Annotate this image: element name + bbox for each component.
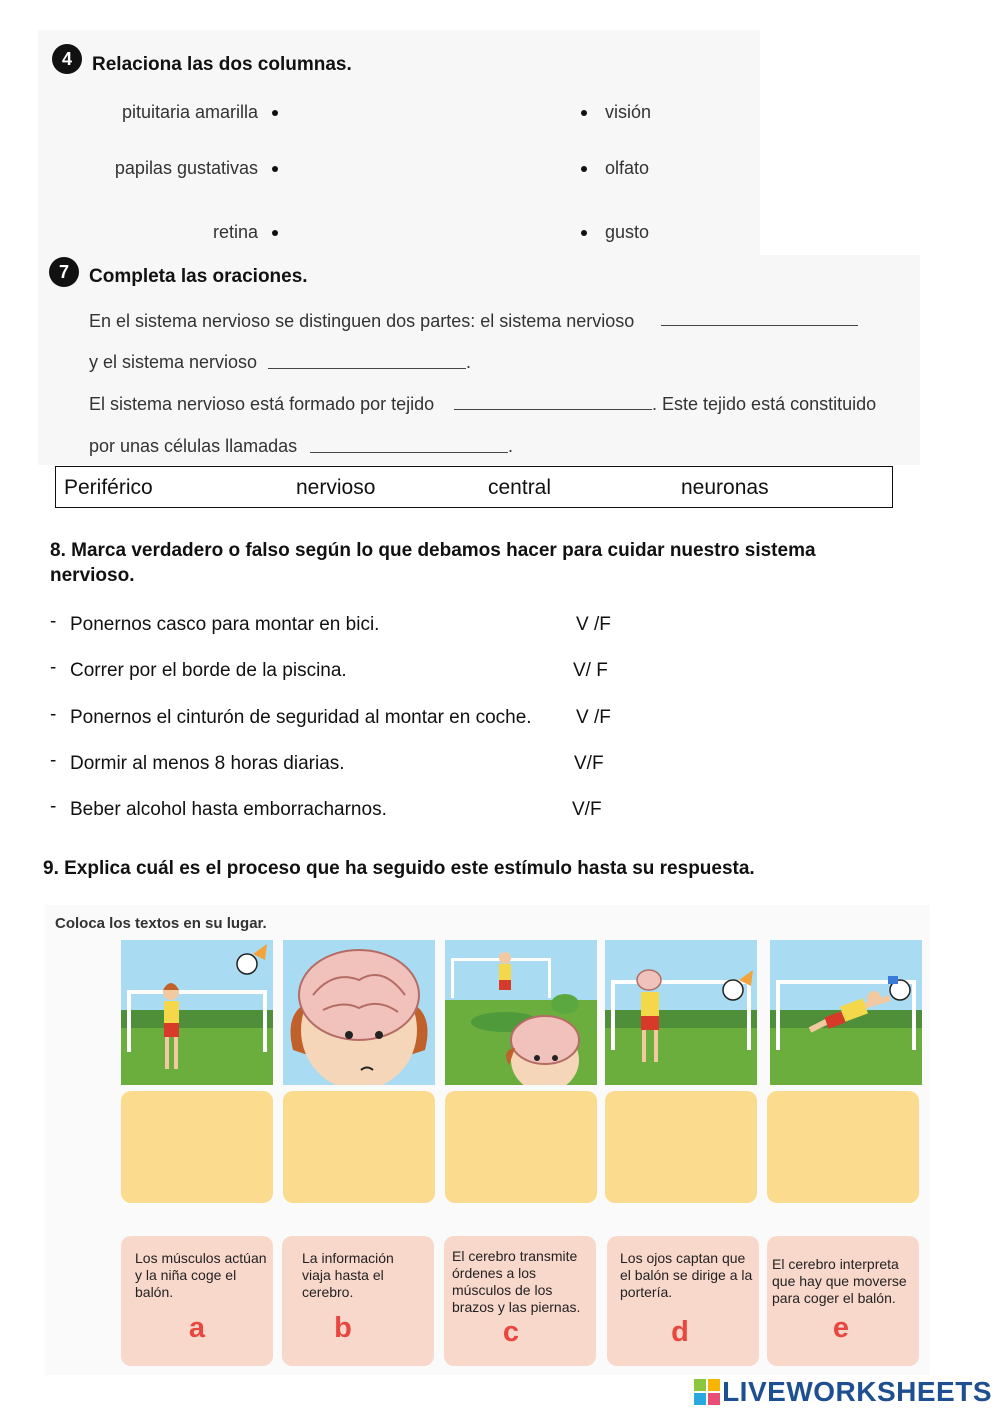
illustration-panel-1 — [121, 940, 273, 1085]
drop-zone-1[interactable] — [121, 1091, 273, 1203]
left-item-papilas: papilas gustativas — [114, 158, 258, 178]
sentence-line-1: En el sistema nervioso se distinguen dos partes: el sistema nervioso — [89, 311, 635, 331]
right-item-vision: visión — [605, 102, 652, 122]
blank-2[interactable] — [268, 368, 466, 369]
dash-2: - — [50, 657, 57, 678]
vf-answer-4[interactable]: V/F — [574, 753, 604, 774]
word-periferico[interactable]: Periférico — [64, 476, 153, 499]
left-dot-3[interactable] — [272, 230, 278, 236]
dash-1: - — [50, 611, 57, 632]
statement-2: Correr por el borde de la piscina. — [70, 660, 347, 681]
vf-answer-1[interactable]: V /F — [576, 614, 611, 635]
left-item-pituitaria: pituitaria amarilla — [121, 102, 258, 122]
card-b-letter: b — [334, 1312, 352, 1344]
blank-1[interactable] — [661, 325, 858, 326]
card-a-letter: a — [188, 1312, 206, 1344]
left-item-retina: retina — [212, 222, 258, 242]
text-card-a[interactable] — [121, 1236, 273, 1366]
card-a-text: Los músculos actúan y la niña coge el balón. — [135, 1250, 267, 1300]
liveworksheets-logo-icon — [694, 1379, 720, 1405]
card-d-letter: d — [671, 1316, 689, 1348]
word-nervioso[interactable]: nervioso — [296, 476, 376, 499]
section7-number-badge: 7 — [49, 257, 79, 287]
goalkeeper-standing-icon — [121, 940, 273, 1085]
blank-3[interactable] — [454, 409, 652, 410]
card-b-text: La información viaja hasta el cerebro. — [302, 1250, 394, 1300]
illustration-panel-5 — [770, 940, 922, 1085]
card-e-letter: e — [832, 1312, 850, 1344]
illustration-panel-2 — [283, 940, 435, 1085]
right-item-olfato: olfato — [605, 158, 650, 178]
drop-zone-3[interactable] — [445, 1091, 597, 1203]
section4-title: Relaciona las dos columnas. — [92, 54, 352, 75]
section8-title: 8. Marca verdadero o falso según lo que debamos hacer para cuidar nuestro sistema nervioso. — [50, 540, 816, 586]
text-card-d[interactable] — [607, 1236, 759, 1366]
section4-number-badge: 4 — [52, 44, 82, 74]
text-card-b[interactable] — [282, 1236, 434, 1366]
dash-3: - — [50, 704, 57, 725]
word-central[interactable]: central — [488, 476, 552, 499]
drop-zone-2[interactable] — [283, 1091, 435, 1203]
sentence-line-3: El sistema nervioso está formado por tejido — [89, 394, 435, 414]
right-dot-1[interactable] — [581, 110, 587, 116]
text-card-c[interactable] — [444, 1236, 596, 1366]
drop-zone-5[interactable] — [767, 1091, 919, 1203]
left-dot-2[interactable] — [272, 166, 278, 172]
sentence-line-2: y el sistema nervioso — [89, 352, 258, 372]
dash-5: - — [50, 796, 57, 817]
statement-1: Ponernos casco para montar en bici. — [70, 614, 380, 635]
sentence-period-2: . — [466, 352, 472, 372]
girl-brain-closeup-icon — [283, 940, 435, 1085]
card-d-text: Los ojos captan que el balón se dirige a la portería. — [620, 1250, 753, 1300]
illustration-panel-4 — [605, 940, 757, 1085]
text-card-e[interactable] — [767, 1236, 919, 1366]
sentence-line-4: por unas células llamadas — [89, 436, 298, 456]
statement-5: Beber alcohol hasta emborracharnos. — [70, 799, 387, 820]
section9-subtitle: Coloca los textos en su lugar. — [55, 915, 267, 932]
right-dot-2[interactable] — [581, 166, 587, 172]
liveworksheets-logo — [694, 1376, 992, 1408]
goalkeeper-diving-icon — [770, 940, 922, 1085]
right-item-gusto: gusto — [605, 222, 650, 242]
girl-thinking-icon — [445, 940, 597, 1085]
vf-answer-3[interactable]: V /F — [576, 707, 611, 728]
sentence-period-4: . — [508, 436, 514, 456]
drop-zone-4[interactable] — [605, 1091, 757, 1203]
dash-4: - — [50, 750, 57, 771]
illustration-panel-3 — [445, 940, 597, 1085]
card-c-text: El cerebro transmite órdenes a los músculos de los brazos y las piernas. — [452, 1248, 581, 1315]
left-dot-1[interactable] — [272, 110, 278, 116]
word-neuronas[interactable]: neuronas — [681, 476, 769, 499]
goalkeeper-ready-icon — [605, 940, 757, 1085]
vf-answer-2[interactable]: V/ F — [573, 660, 608, 681]
right-dot-3[interactable] — [581, 230, 587, 236]
blank-4[interactable] — [310, 452, 508, 453]
vf-answer-5[interactable]: V/F — [572, 799, 602, 820]
card-e-text: El cerebro interpreta que hay que moverse para coger el balón. — [772, 1256, 907, 1306]
word-bank — [55, 466, 893, 508]
section9-title: 9. Explica cuál es el proceso que ha seguido este estímulo hasta su respuesta. — [43, 858, 755, 879]
statement-4: Dormir al menos 8 horas diarias. — [70, 753, 345, 774]
sentence-line-3-end: . Este tejido está constituido — [652, 394, 877, 414]
section7-title: Completa las oraciones. — [89, 266, 308, 287]
card-c-letter: c — [502, 1316, 520, 1348]
statement-3: Ponernos el cinturón de seguridad al montar en coche. — [70, 707, 532, 728]
liveworksheets-logo-text: LIVEWORKSHEETS — [722, 1376, 992, 1407]
